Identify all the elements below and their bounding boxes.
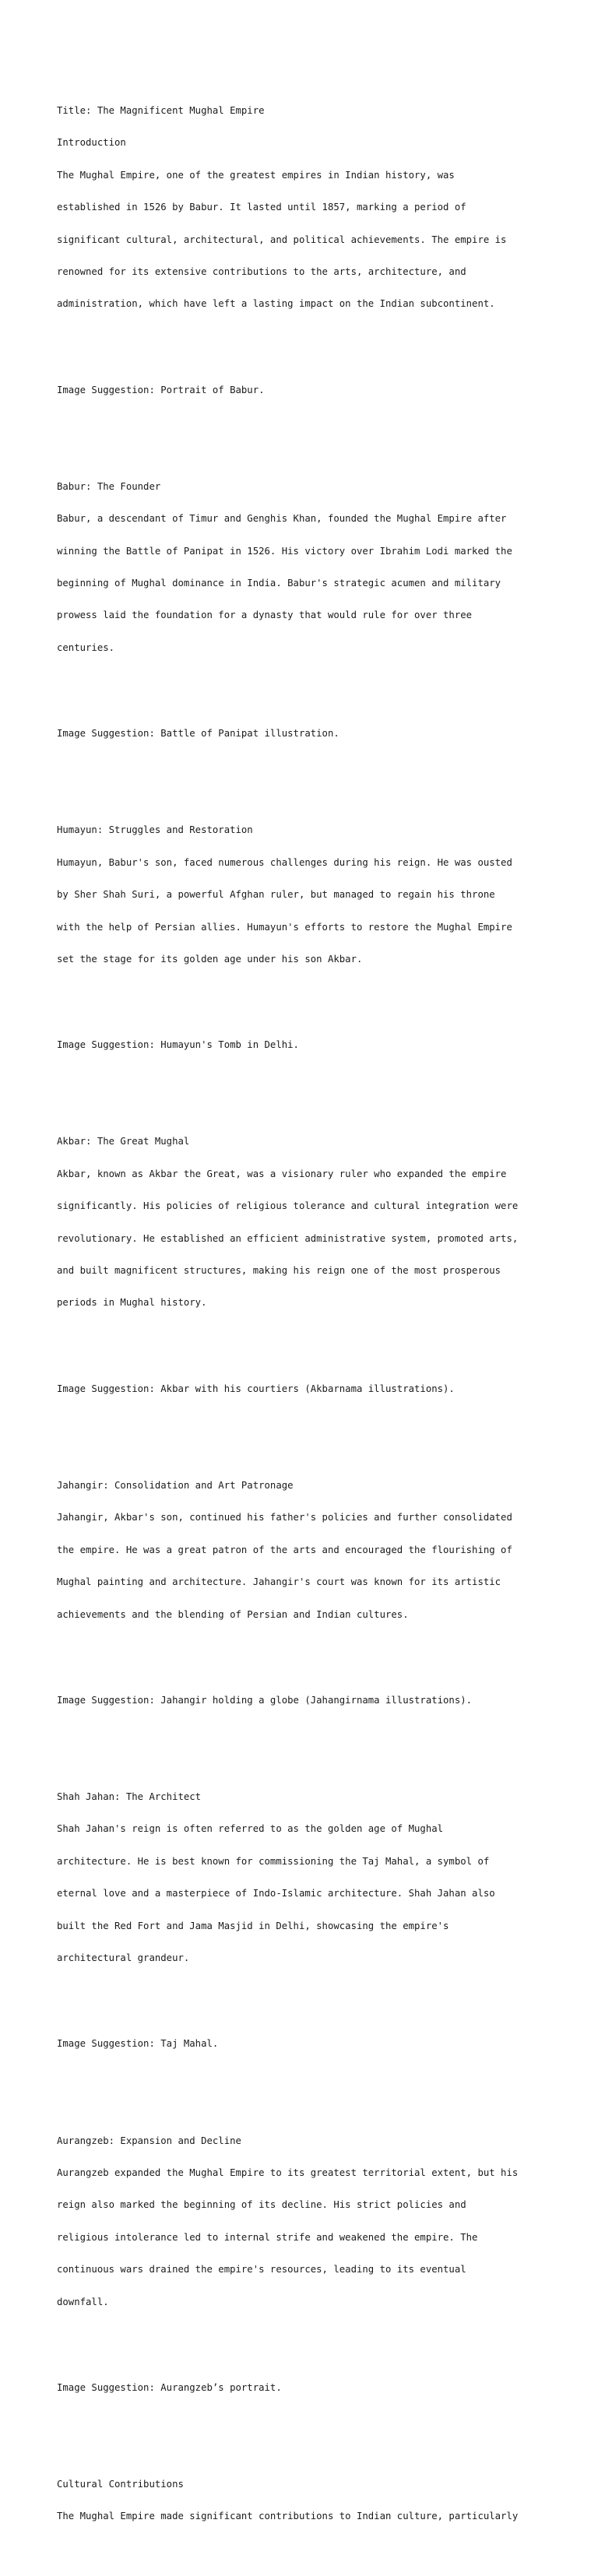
- image-suggestion: [57, 364, 586, 417]
- body-line: centuries.: [57, 641, 115, 653]
- section-heading-humayun: Humayun: Struggles and Restoration: [57, 824, 253, 836]
- body-line: Akbar, known as Akbar the Great, was a visionary ruler who expanded the empire: [57, 1168, 507, 1179]
- section-heading-introduction: Introduction: [57, 137, 126, 149]
- body-line: set the stage for its golden age under his son Akbar.: [57, 953, 363, 965]
- body-line: downfall.: [57, 2296, 109, 2307]
- image-suggestion-text: Image Suggestion: Portrait of Babur.: [57, 384, 265, 395]
- image-suggestion: [57, 2018, 586, 2072]
- body-line: The Mughal Empire made significant contributions to Indian culture, particularly: [57, 2511, 519, 2522]
- body-line: Jahangir, Akbar's son, continued his father's policies and further consolidated: [57, 1512, 512, 1523]
- body-line: the empire. He was a great patron of the arts and encouraged the flourishing of: [57, 1544, 512, 1555]
- image-suggestion: [57, 1674, 586, 1727]
- section-humayun: [57, 804, 586, 987]
- body-line: continuous wars drained the empire's resources, leading to its eventual: [57, 2264, 466, 2276]
- section-heading-aurangzeb: Aurangzeb: Expansion and Decline: [57, 2135, 241, 2146]
- body-line: religious intolerance led to internal strife and weakened the empire. The: [57, 2231, 478, 2243]
- section-jahangir: [57, 1459, 586, 1642]
- section-heading-shah-jahan: Shah Jahan: The Architect: [57, 1791, 202, 1803]
- body-line: administration, which have left a lasting impact on the Indian subcontinent.: [57, 298, 495, 310]
- body-line: Mughal painting and architecture. Jahangir's court was known for its artistic: [57, 1576, 501, 1588]
- body-line: The Mughal Empire, one of the greatest empires in Indian history, was: [57, 169, 455, 181]
- section-heading-jahangir: Jahangir: Consolidation and Art Patronage: [57, 1479, 294, 1491]
- body-line: with the help of Persian allies. Humayun's efforts to restore the Mughal Empire: [57, 921, 512, 933]
- body-line: architectural grandeur.: [57, 1952, 190, 1964]
- body-line: significantly. His policies of religious tolerance and cultural integration were: [57, 1200, 519, 1212]
- image-suggestion-text: Image Suggestion: Akbar with his courtiers (Akbarnama illustrations).: [57, 1383, 455, 1394]
- body-line: and built magnificent structures, making his reign one of the most prosperous: [57, 1265, 501, 1277]
- body-line: achievements and the blending of Persian and Indian cultures.: [57, 1608, 409, 1620]
- body-line: significant cultural, architectural, and political achievements. The empire is: [57, 234, 507, 245]
- body-line: Shah Jahan's reign is often referred to as the golden age of Mughal: [57, 1823, 444, 1835]
- image-suggestion: [57, 2361, 586, 2415]
- section-heading-akbar: Akbar: The Great Mughal: [57, 1136, 190, 1147]
- section-akbar: [57, 1116, 586, 1330]
- body-line: by Sher Shah Suri, a powerful Afghan ruler, but managed to regain his throne: [57, 889, 495, 901]
- body-line: beginning of Mughal dominance in India. Babur's strategic acumen and military: [57, 578, 501, 589]
- body-line: renowned for its extensive contributions to the arts, architecture, and: [57, 265, 466, 277]
- image-suggestion-text: Image Suggestion: Aurangzeb’s portrait.: [57, 2381, 282, 2393]
- body-line: Aurangzeb expanded the Mughal Empire to its greatest territorial extent, but his: [57, 2167, 519, 2178]
- body-line: established in 1526 by Babur. It lasted until 1857, marking a period of: [57, 202, 466, 213]
- body-line: Babur, a descendant of Timur and Genghis Khan, founded the Mughal Empire after: [57, 513, 507, 525]
- section-heading-cultural: Cultural Contributions: [57, 2479, 184, 2490]
- body-line: periods in Mughal history.: [57, 1297, 207, 1309]
- image-suggestion-text: Image Suggestion: Battle of Panipat illustration.: [57, 728, 339, 740]
- body-line: reign also marked the beginning of its decline. His strict policies and: [57, 2199, 466, 2211]
- body-line: architecture. He is best known for commissioning the Taj Mahal, a symbol of: [57, 1855, 490, 1867]
- body-line: eternal love and a masterpiece of Indo-Islamic architecture. Shah Jahan also: [57, 1888, 495, 1899]
- body-line: winning the Battle of Panipat in 1526. His victory over Ibrahim Lodi marked the: [57, 545, 512, 557]
- image-suggestion-text: Image Suggestion: Jahangir holding a globe (Jahangirnama illustrations).: [57, 1694, 473, 1706]
- image-suggestion-text: Image Suggestion: Humayun's Tomb in Delhi.: [57, 1039, 299, 1051]
- image-suggestion: [57, 1362, 586, 1416]
- image-suggestion-text: Image Suggestion: Taj Mahal.: [57, 2038, 219, 2050]
- section-heading-babur: Babur: The Founder: [57, 480, 161, 492]
- body-line: prowess laid the foundation for a dynasty that would rule for over three: [57, 610, 473, 621]
- body-line: Humayun, Babur's son, faced numerous challenges during his reign. He was ousted: [57, 856, 512, 868]
- section-shah-jahan: [57, 1771, 586, 1986]
- image-suggestion: [57, 708, 586, 761]
- document-page: [57, 52, 586, 2576]
- section-cultural-contributions: [57, 2458, 586, 2544]
- section-babur: [57, 460, 586, 675]
- document-title: Title: The Magnificent Mughal Empire: [57, 104, 265, 116]
- body-line: built the Red Fort and Jama Masjid in Delhi, showcasing the empire's: [57, 1920, 449, 1931]
- title-block: [57, 84, 586, 331]
- body-line: revolutionary. He established an efficient administrative system, promoted arts,: [57, 1232, 519, 1244]
- section-aurangzeb: [57, 2114, 586, 2329]
- image-suggestion: [57, 1019, 586, 1073]
